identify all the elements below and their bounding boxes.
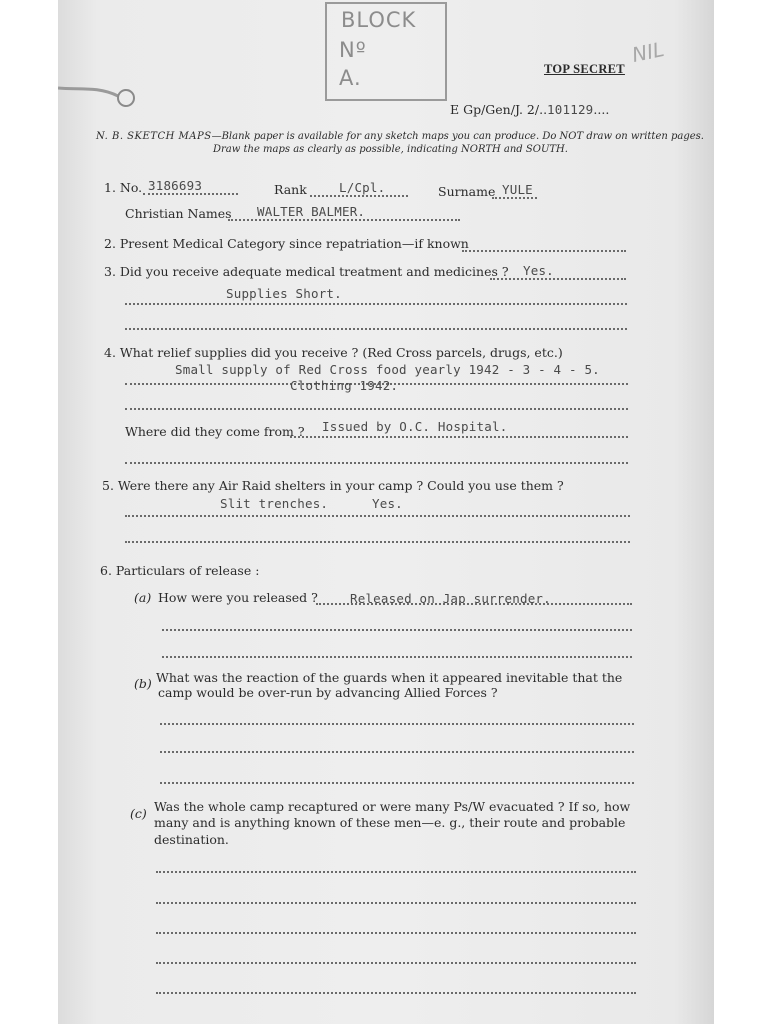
q1-rank-line (310, 195, 408, 197)
q1-surname-value: YULE (502, 182, 533, 197)
q4-answer-line-2 (125, 408, 628, 410)
q3-answer-2: Supplies Short. (226, 286, 342, 301)
q6b-answer-line-2 (160, 751, 634, 753)
q1-rank-label: Rank (274, 182, 307, 197)
q6c-answer-line-4 (156, 962, 636, 964)
q6c-answer-line-5 (156, 992, 636, 994)
block-stamp (325, 2, 447, 101)
q1-surname-label: Surname (438, 184, 496, 199)
binding-string (58, 78, 138, 108)
stamp-line-1: BLOCK (341, 8, 417, 32)
q1-surname-line (492, 197, 537, 199)
classification-label: TOP SECRET (544, 62, 625, 76)
q6a-answer: Released on Jap surrender. (350, 591, 551, 606)
q6c-question-line-3: destination. (154, 832, 229, 847)
q3-label: 3. Did you receive adequate medical treatment and medicines ? (104, 264, 509, 279)
nb-note-text-1: —Blank paper is available for any sketch maps you can produce. Do NOT draw on written pages. (211, 131, 704, 142)
q6c-question-line-2: many and is anything known of these men—e. g., their route and probable (154, 815, 626, 830)
q3-answer: Yes. (523, 263, 554, 278)
q5-answer-line-2 (125, 541, 630, 543)
q6b-answer-line-1 (160, 723, 634, 725)
reference-number (450, 102, 609, 117)
q5-label: 5. Were there any Air Raid shelters in your camp ? Could you use them ? (102, 478, 564, 493)
q3-answer-line-1 (490, 278, 626, 280)
q6c-answer-line-1 (156, 871, 636, 873)
q6b-answer-line-3 (160, 782, 634, 784)
q6c-question-line-1: Was the whole camp recaptured or were many Ps/W evacuated ? If so, how (154, 799, 631, 814)
stamp-line-2: Nº (339, 38, 367, 62)
q3-answer-line-3 (125, 328, 627, 330)
q4-where-line (290, 436, 628, 438)
q6a-answer-line-2 (162, 629, 632, 631)
q6b-question-line-2: camp would be over-run by advancing Allied Forces ? (158, 685, 498, 700)
q1-number-line (143, 193, 238, 195)
q1-rank-value: L/Cpl. (339, 180, 386, 195)
q4-answer-line-3 (125, 462, 628, 464)
q4-where-label: Where did they come from ? (125, 424, 305, 439)
q6c-answer-line-3 (156, 932, 636, 934)
reference-suffix: .... (593, 102, 610, 117)
reference-value: 101129 (547, 102, 594, 117)
q5-answer-line-1 (125, 515, 630, 517)
q1-christian-label: Christian Names (125, 206, 232, 221)
reference-prefix: E Gp/Gen/J. 2/.. (450, 102, 548, 117)
q6a-marker: (a) (134, 590, 152, 605)
q6a-answer-line-3 (162, 656, 632, 658)
q4-where-answer: Issued by O.C. Hospital. (322, 419, 508, 434)
q1-label: 1. No. (104, 180, 143, 195)
q2-label: 2. Present Medical Category since repatriation—if known (104, 236, 469, 251)
q3-answer-line-2 (125, 303, 627, 305)
q6c-answer-line-2 (156, 902, 636, 904)
stamp-line-3: A. (339, 66, 362, 90)
q4-answer-1: Small supply of Red Cross food yearly 1942 - 3 - 4 - 5. (175, 362, 600, 377)
q1-number-value: 3186693 (148, 178, 203, 193)
q5-answer-1: Slit trenches. (220, 496, 329, 511)
q5-answer-2: Yes. (372, 496, 403, 511)
q6b-question-line-1: What was the reaction of the guards when it appeared inevitable that the (156, 670, 623, 685)
q1-christian-value: WALTER BALMER. (257, 204, 366, 219)
q6c-marker: (c) (130, 806, 147, 821)
q4-label: 4. What relief supplies did you receive ? (Red Cross parcels, drugs, etc.) (104, 345, 563, 360)
nb-note-line-1 (96, 131, 704, 142)
nb-note-line-2: Draw the maps as clearly as possible, indicating NORTH and SOUTH. (213, 144, 568, 155)
q6-label: 6. Particulars of release : (100, 563, 260, 578)
q6a-question: How were you released ? (158, 590, 318, 605)
q6b-marker: (b) (134, 676, 152, 691)
q4-answer-2: Clothing 1942. (290, 378, 399, 393)
nb-note-label: N. B. SKETCH MAPS (96, 131, 212, 142)
q1-christian-line (228, 219, 460, 221)
q2-answer-line (462, 250, 626, 252)
handwritten-note: NIL (629, 36, 667, 68)
